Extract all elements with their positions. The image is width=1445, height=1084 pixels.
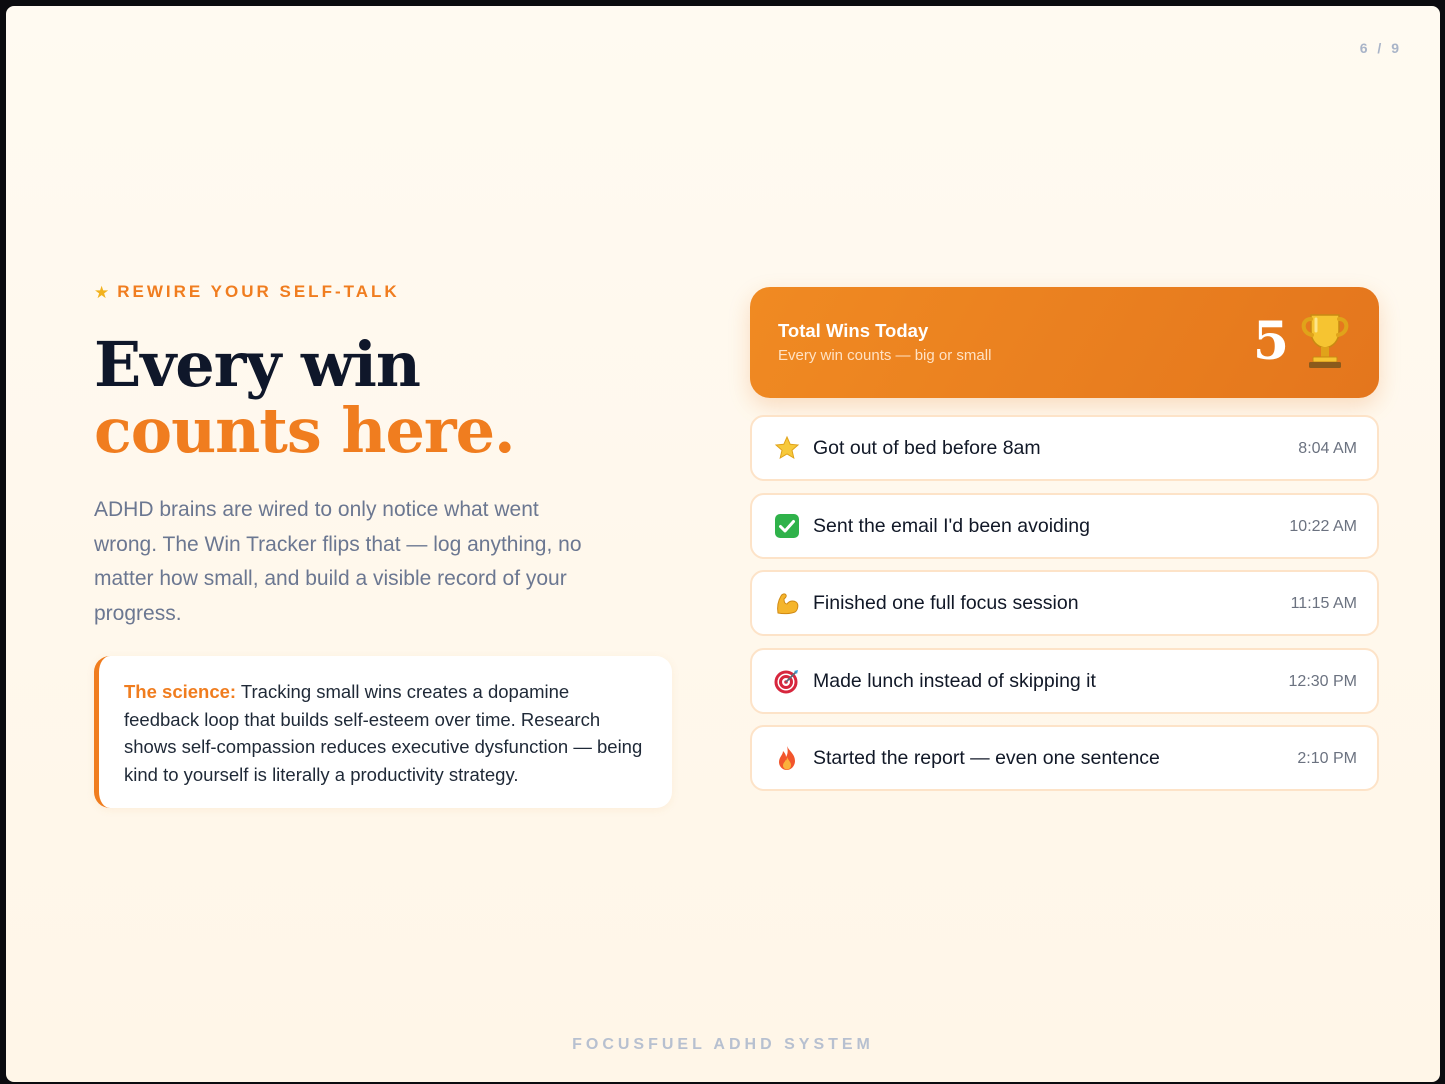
science-text: Tracking small wins creates a dopamine feedback loop that builds self-esteem over time. Research shows self-compassion reduces executive dysfunction — being kind to yourself is literally a productivity strategy. [124, 681, 643, 785]
check-mark-icon [773, 512, 801, 540]
flexed-bicep-icon [773, 589, 801, 617]
win-text: Sent the email I'd been avoiding [813, 514, 1090, 537]
glowing-star-icon [773, 434, 801, 462]
win-time: 12:30 PM [1288, 672, 1357, 690]
star-icon: ★ [94, 282, 110, 302]
list-item[interactable] [750, 725, 1379, 791]
page-indicator: 6 / 9 [1359, 40, 1402, 56]
list-item[interactable] [750, 570, 1379, 636]
total-wins-card [750, 287, 1379, 398]
win-time: 8:04 AM [1298, 440, 1357, 457]
title-line-1: Every win [94, 328, 421, 401]
win-text: Got out of bed before 8am [813, 437, 1041, 459]
total-wins-count: 5 [1252, 311, 1289, 372]
science-callout [94, 656, 672, 808]
win-text: Finished one full focus session [813, 592, 1079, 614]
total-wins-subtitle: Every win counts — big or small [778, 347, 992, 364]
win-text: Started the report — even one sentence [813, 747, 1160, 769]
list-item[interactable] [750, 648, 1379, 714]
title-line-2: counts here. [94, 394, 515, 467]
science-tag: The science: [124, 681, 237, 702]
wins-list [750, 415, 1379, 803]
slide [6, 6, 1440, 1082]
eyebrow-label: REWIRE YOUR SELF-TALK [117, 282, 400, 301]
trophy-icon [1297, 311, 1353, 371]
intro-paragraph: ADHD brains are wired to only notice what went wrong. The Win Tracker flips that — log anything, no matter how small, and build a visible record of your progress. [94, 498, 582, 625]
win-time: 2:10 PM [1297, 750, 1357, 767]
win-text: Made lunch instead of skipping it [813, 669, 1096, 692]
list-item[interactable] [750, 493, 1379, 559]
page-title [94, 328, 515, 467]
target-icon [773, 667, 801, 695]
win-time: 10:22 AM [1289, 517, 1357, 535]
total-wins-title: Total Wins Today [778, 320, 929, 341]
footer-brand: FOCUSFUEL ADHD SYSTEM [572, 1036, 874, 1053]
win-time: 11:15 AM [1290, 595, 1357, 612]
list-item[interactable] [750, 415, 1379, 481]
eyebrow [94, 282, 400, 302]
fire-icon [773, 744, 801, 772]
